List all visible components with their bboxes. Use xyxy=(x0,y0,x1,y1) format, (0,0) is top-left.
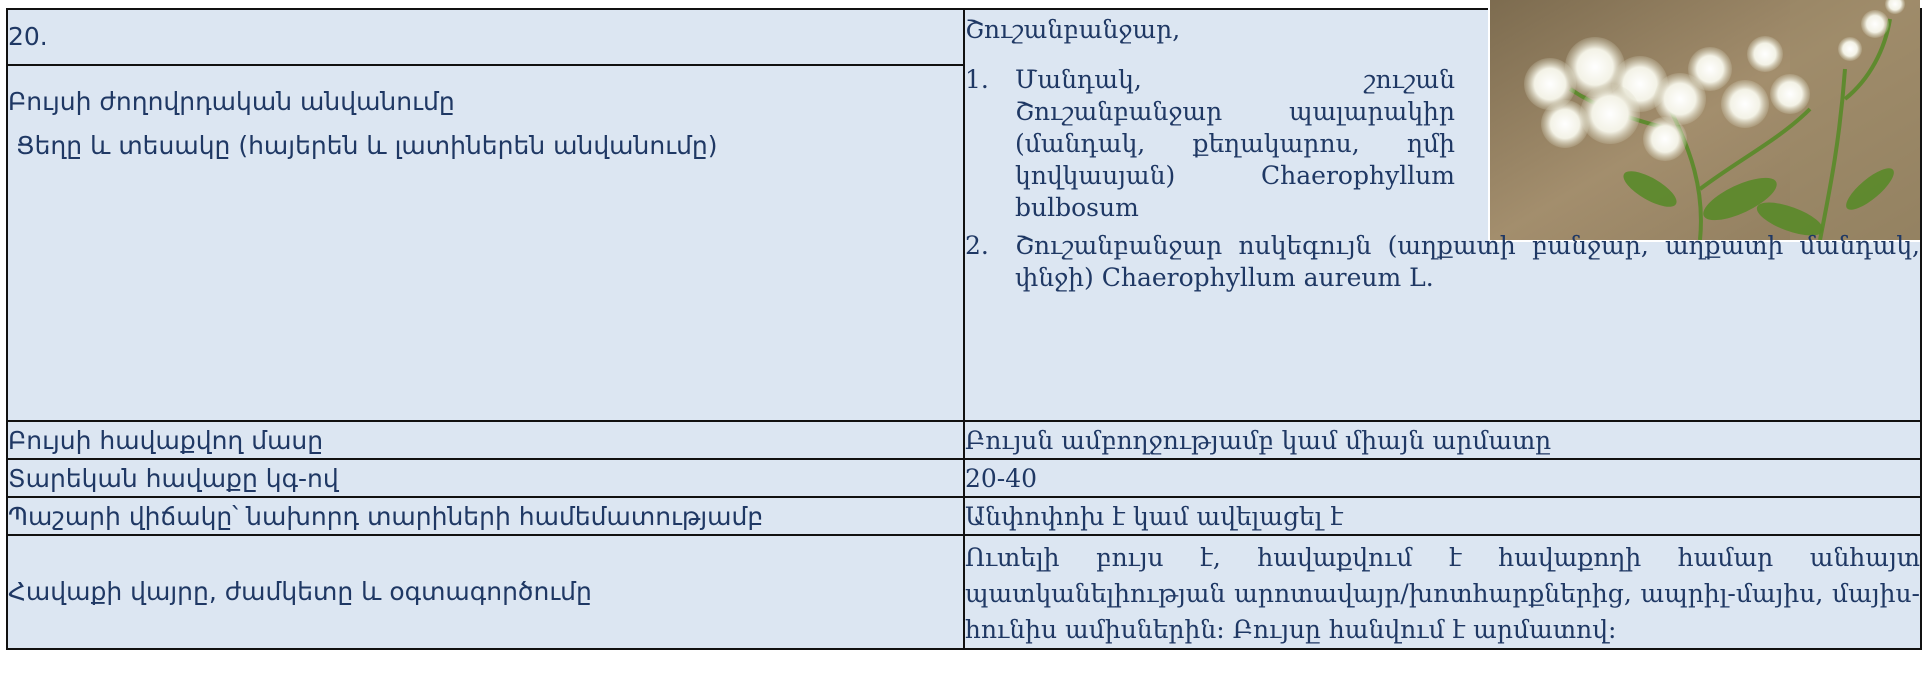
species-number: 2. xyxy=(965,231,989,260)
species-text: Մանդակ, շուշան Շուշանբանջար պալարակիր (մանդակ, քեղակարոս, ղմի կովկասյան) Chaerophyllum bulbosum xyxy=(1015,65,1455,222)
value-stock-status: Անփոփոխ է կամ ավելացել է xyxy=(965,501,1344,531)
stock-status-value-cell xyxy=(964,497,1921,535)
plant-names-label-cell xyxy=(7,65,964,421)
species-item xyxy=(965,230,1920,294)
harvested-part-value-cell xyxy=(964,421,1921,459)
label-harvested-part: Բույսի հավաքվող մասը xyxy=(8,425,324,455)
plant-names-content xyxy=(965,10,1920,420)
white-umbel-flowers-photo-icon xyxy=(1490,0,1920,240)
species-item xyxy=(965,64,1455,224)
annual-harvest-label-cell xyxy=(7,459,964,497)
label-botanical-name: Բույսի ժողովրդական անվանումը xyxy=(8,87,455,116)
annual-harvest-value-cell xyxy=(964,459,1921,497)
harvested-part-label-cell xyxy=(7,421,964,459)
label-habitat: Հավաքի վայրը, ժամկետը և օգտագործումը xyxy=(8,577,592,606)
value-habitat: Ուտելի բույս է, հավաքվում է հավաքողի համար անհայտ պատկանելիության արոտավայր/խոտհարքներից, ապրիլ-մայիս, մայիս-հունիս ամիսներին: Բույսը հանվում է արմատով: xyxy=(965,543,1920,644)
habitat-value-cell xyxy=(964,535,1921,649)
stock-status-label-cell xyxy=(7,497,964,535)
label-stock-status: Պաշարի վիճակը՝ նախորդ տարիների համեմատությամբ xyxy=(8,501,764,531)
common-name-intro: Շուշանբանջար, xyxy=(965,15,1181,44)
plant-names-value-cell xyxy=(964,9,1921,421)
label-genus-species: Ցեղը և տեսակը (հայերեն և լատիներեն անվանումը) xyxy=(16,131,718,160)
species-text: Շուշանբանջար ոսկեգույն (աղքատի բանջար, աղքատի մանդակ, փնջի) Chaerophyllum aureum L. xyxy=(1015,231,1920,292)
species-number: 1. xyxy=(965,65,989,94)
habitat-label-cell xyxy=(7,535,964,649)
row-number: 20. xyxy=(8,22,48,51)
value-harvested-part: Բույսն ամբողջությամբ կամ միայն արմատը xyxy=(965,425,1552,455)
value-annual-harvest: 20-40 xyxy=(965,463,1038,493)
row-number-cell xyxy=(7,9,964,65)
plant-photo xyxy=(1488,0,1920,242)
plant-info-table xyxy=(6,8,1922,650)
label-annual-harvest: Տարեկան հավաքը կգ-ով xyxy=(8,463,339,493)
